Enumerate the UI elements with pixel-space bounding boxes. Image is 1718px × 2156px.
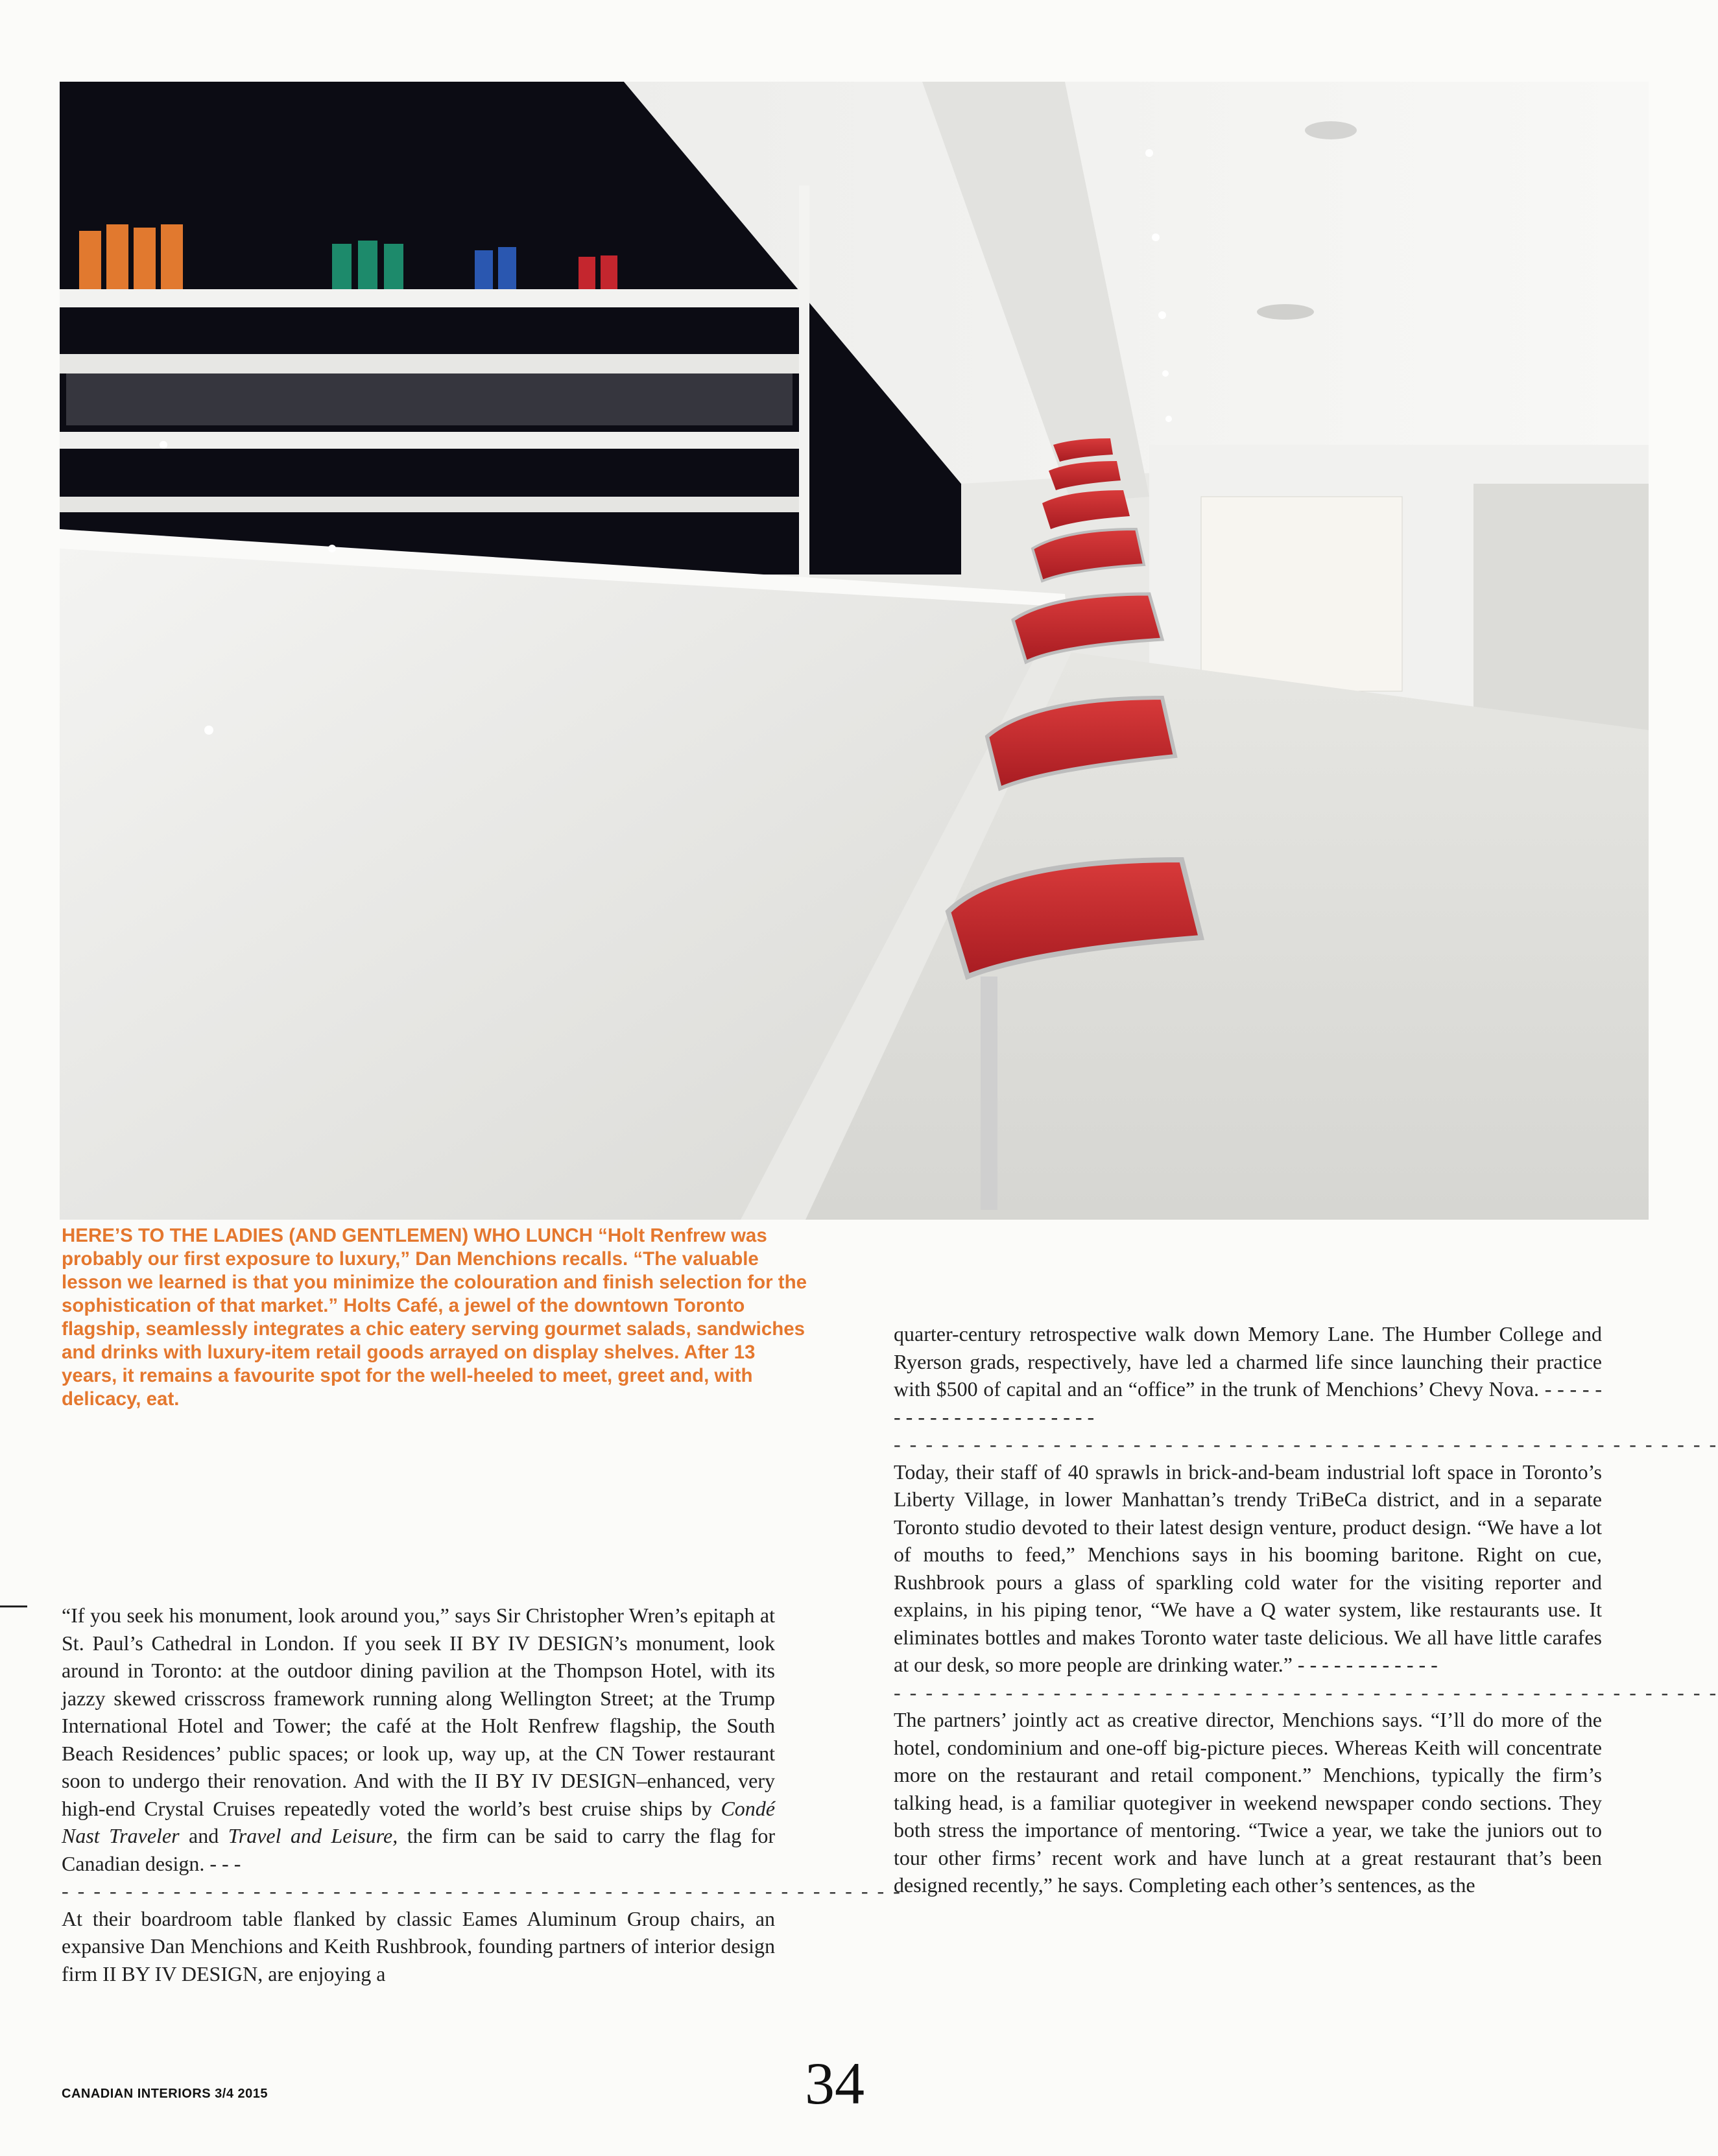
cafe-bar-illustration xyxy=(60,82,1649,1220)
dash-divider: - - - - - - - - - - - - - - - - - - - - - - - - - - - - - - - - - - - - - - - - - - - - - - - - - - - - xyxy=(894,1680,1718,1704)
p1-italic-publication-2: Travel and Leisure, xyxy=(228,1824,398,1847)
article-column-left xyxy=(62,1602,902,1987)
article-column-right xyxy=(894,1320,1718,1899)
caption-text: “Holt Renfrew was probably our first exposure to luxury,” Dan Menchions recalls. “The valuable lesson we learned is that you minimize the colouration and finish selection for the sophistication of that market.” Holts Café, a jewel of the downtown Toronto flagship, seamlessly integrates a chic eatery serving gourmet salads, sandwiches and drinks with luxury-item retail goods arrayed on display shelves. After 13 years, it remains a favourite spot for the well-heeled to meet, greet and, with delicacy, eat. xyxy=(62,1225,807,1410)
em-dash-marker xyxy=(0,1605,27,1607)
p1-part-a: “If you seek his monument, look around you,” says Sir Christopher Wren’s epitaph at St. Paul’s Cathedral in London. If you seek II BY IV DESIGN’s monument, look around in Toronto: at the outdoor dining pavilion at the Thompson Hotel, with its jazzy skewed crisscross framework running along Wellington Street; at the Trump International Hotel and Tower; the café at the Holt Renfrew flagship, the South Beach Residences’ public spaces; or look up, way up, at the CN Tower restaurant soon to undergo their renovation. And with the II BY IV DESIGN–enhanced, very high-end Crystal Cruises repeatedly voted the world’s best cruise ships by xyxy=(62,1604,775,1820)
caption-lead: HERE’S TO THE LADIES (AND GENTLEMEN) WHO LUNCH xyxy=(62,1225,593,1246)
paragraph-5: The partners’ jointly act as creative director, Menchions says. “I’ll do more of the hotel, condominium and one-off big-picture pieces. Whereas Keith will concentrate more on the restaurant and retail component.” Menchions, typically the firm’s talking head, is a familiar quotegiver in weekend newspaper condo sections. They both stress the importance of mentoring. “Twice a year, we take the juniors out to tour other firms’ recent work and have lunch at a great restaurant that’s been designed recently,” he says. Completing each other’s sentences, as the xyxy=(894,1708,1602,1897)
dash-divider: - - - - - - - - - - - - - - - - - - - - - - - - - - - - - - - - - - - - - - - - - - - - - - - - - - - - - xyxy=(62,1879,902,1902)
p1-part-b: and xyxy=(179,1824,228,1847)
dash-divider: - - - - - - - - - - - - - - - - - - - - - - - - - - - - - - - - - - - - - - - - - - - - - - - - - - - - xyxy=(894,1432,1718,1456)
paragraph-3: quarter-century retrospective walk down Memory Lane. The Humber College and Ryerson grads, respectively, have led a charmed life since launching their practice with $500 of capital and an “office” in the trunk of Menchions’ Chevy Nova. - - - - - - - - - - - - - - - - - - - - - - xyxy=(894,1322,1602,1428)
cafe-bar-photo xyxy=(60,82,1649,1220)
p1-part-c: the firm can be said to carry the flag for Canadian design. - - - xyxy=(62,1824,776,1875)
paragraph-2: At their boardroom table flanked by classic Eames Aluminum Group chairs, an expansive Dan Menchions and Keith Rushbrook, founding partners of interior design firm II BY IV DESIGN, are enjoying a xyxy=(62,1906,775,1985)
photo-caption xyxy=(62,1224,814,1411)
p1-italic-publication-1: Condé Nast Traveler xyxy=(62,1796,775,1847)
paragraph-1 xyxy=(62,1602,775,1877)
publication-footer: CANADIAN INTERIORS 3/4 2015 xyxy=(62,2087,268,2101)
page-number: 34 xyxy=(805,2050,865,2116)
paragraph-4: Today, their staff of 40 sprawls in brick-and-beam industrial loft space in Toronto’s Liberty Village, in lower Manhattan’s trendy TriBeCa district, and in a separate Toronto studio devoted to their latest design venture, product design. “We have a lot of mouths to feed,” Menchions says in his booming baritone. Right on cue, Rushbrook pours a glass of sparkling cold water for the visiting reporter and explains, in his piping tenor, “We have a Q water system, like restaurants use. It eliminates bottles and makes Toronto water taste delicious. We all have little carafes at our desk, so more people are drinking water.” - - - - - - - - - - - - xyxy=(894,1460,1602,1676)
